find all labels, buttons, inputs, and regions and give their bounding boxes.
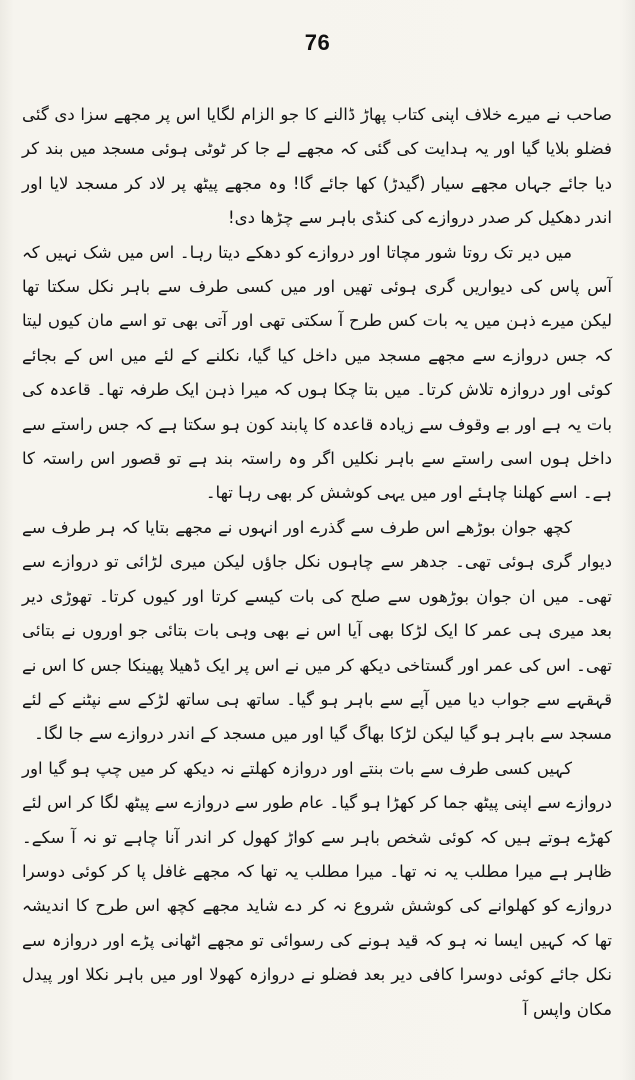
paragraph-3: کچھ جوان بوڑھے اس طرف سے گذرے اور انہوں نے مجھے بتایا کہ ہر طرف سے دیوار گری ہوئی تھی۔ جدھر سے چاہوں نکل جاؤں لیکن میری لڑائی تو دروازے سے تھی۔ میں ان جوان بوڑھوں سے صلح کی بات کیسے کرتا اور کیوں کرتا۔ تھوڑی دیر بعد میری ہی عمر کا ایک لڑکا بھی آیا اس نے بھی وہی بات بتائی جو اوروں نے بتائی تھی۔ اس کی عمر اور گستاخی دیکھ کر میں نے اس پر ایک ڈھیلا پھینکا جس کا اس نے قہقہے سے جواب دیا میں آپے سے باہر ہو گیا۔ ساتھ ہی ساتھ لڑکے سے نپٹنے کے لئے مسجد سے باہر ہو گیا لیکن لڑکا بھاگ گیا اور میں مسجد کے اندر دروازے سے جا لگا۔ — [22, 517, 612, 744]
paragraph-2: میں دیر تک روتا شور مچاتا اور دروازے کو دھکے دیتا رہا۔ اس میں شک نہیں کہ آس پاس کی دیواریں گری ہوئی تھیں اور میں کسی طرف سے باہر نکل سکتا تھا لیکن میرے ذہن میں یہ بات کس طرح آ سکتی تھی اور آتی بھی تو اسے مان کیوں لیتا کہ جس دروازے سے مجھے مسجد میں داخل کیا گیا، نکلنے کے لئے میں اس کے بجائے کوئی اور دروازہ تلاش کرتا۔ میں بتا چکا ہوں کہ میرا ذہن ایک طرفہ تھا۔ قاعدہ کی بات یہ ہے اور بے وقوف سے زیادہ قاعدہ کا پابند کون ہو سکتا ہے کہ جس راستے سے داخل ہوں اسی راستے سے باہر نکلیں اگر وہ راستہ بند ہے تو قصور اس راستہ کا ہے۔ اسے کھلنا چاہئے اور میں یہی کوشش کر بھی رہا تھا۔ — [22, 242, 612, 503]
paragraph-4: کہیں کسی طرف سے بات بنتے اور دروازہ کھلتے نہ دیکھ کر میں چپ ہو گیا اور دروازے سے اپنی پیٹھ جما کر کھڑا ہو گیا۔ عام طور سے دروازے سے پیٹھ لگا کر اس لئے کھڑے ہوتے ہیں کہ کوئی شخص باہر سے کواڑ کھول کر اندر آنا چاہے تو نہ آ سکے۔ ظاہر ہے میرا مطلب یہ نہ تھا۔ میرا مطلب یہ تھا کہ مجھے غافل پا کر کوئی دوسرا دروازے کو کھلوانے کی کوشش شروع نہ کر دے شاید مجھے کچھ اس طرح کا اندیشہ تھا کہ کہیں ایسا نہ ہو کہ قید ہونے کی رسوائی تو مجھے اٹھانی پڑے اور دروازہ سے نکل جائے کوئی دوسرا کافی دیر بعد فضلو نے دروازہ کھولا اور میں باہر نکلا اور پیدل مکان واپس آ — [22, 758, 612, 1019]
page-number: 76 — [304, 30, 331, 55]
page-body-text — [22, 98, 612, 1027]
paragraph-1: صاحب نے میرے خلاف اپنی کتاب پھاڑ ڈالنے کا جو الزام لگایا اس پر مجھے سزا دی گئی فضلو بلایا گیا اور یہ ہدایت کی گئی کہ مجھے لے جا کر ٹوٹی ہوئی مسجد میں بند کر دیا جائے جہاں مجھے سیار (گیدڑ) کھا جائے گا! وہ مجھے پیٹھ پر لاد کر مسجد لایا اور اندر دھکیل کر صدر دروازے کی کنڈی باہر سے چڑھا دی! — [22, 105, 612, 228]
